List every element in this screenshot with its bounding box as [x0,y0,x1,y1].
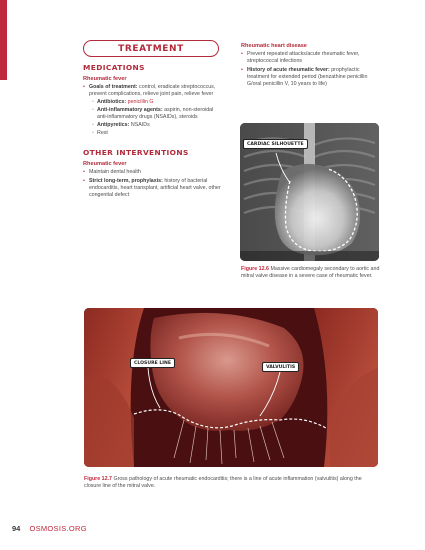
figure-12-7-caption [84,476,379,490]
site-link[interactable]: OSMOSIS.ORG [29,524,87,533]
rhd-list [241,51,381,88]
rheumatic-fever-subheading-2: Rheumatic fever [83,161,127,167]
cardiac-silhouette-tag: CARDIAC SILHOUETTE [243,139,308,149]
page-footer [12,524,87,533]
antiinflammatory-label: Anti-inflammatory agents: [97,107,163,113]
interventions-list [83,169,223,199]
antibiotics-item [92,99,223,106]
rhd-bullet-2 [241,67,381,88]
mitral-valve-pathology-image [84,308,378,467]
chapter-tab [0,0,7,80]
prophylaxis-text: history of bacterial endocarditis, heart transplant, artificial heart valve, other congenital defect [89,177,221,198]
history-label: History of acute rheumatic fever: [247,66,330,73]
goals-label: Goals of treatment: [89,84,138,90]
antiinflammatory-item [92,107,223,121]
antiinflammatory-text: aspirin, non-steroidal anti-inflammatory drugs (NSAIDs), steroids [97,107,214,120]
rest-item: ◦ Rest [92,130,223,137]
figure-12-7-text: Gross pathology of acute rheumatic endocarditis; there is a line of acute inflammation (valvulitis) along the closure line of the mitral valve. [84,476,362,489]
goals-sublist [89,99,223,137]
antibiotics-label: Antibiotics: [97,99,127,105]
antipyretics-label: Antipyretics: [97,122,130,128]
rheumatic-fever-subheading: Rheumatic fever [83,76,127,82]
maintain-dental-item: • Maintain dental health [83,169,223,176]
antipyretics-text: NSAIDs [130,122,150,128]
medications-list [83,84,223,137]
figure-12-7-label: Figure 12.7 [84,476,112,482]
right-column [241,40,381,89]
rhd-heading: Rheumatic heart disease [241,43,307,49]
figure-12-6-label: Figure 12.6 [241,266,269,272]
penicillin-link[interactable]: penicillin G [127,99,154,105]
antipyretics-item [92,122,223,129]
prophylaxis-item [83,178,223,199]
closure-line-tag: CLOSURE LINE [130,358,175,368]
other-interventions-heading: OTHER INTERVENTIONS [83,148,189,157]
goals-text: control, eradicate streptococcus, prevent complications, relieve joint pain, relieve fever [89,84,216,97]
left-column [83,40,223,200]
figure-12-6-text: Massive cardiomegaly secondary to aortic and mitral valve disease in a severe case of rheumatic fever. [241,266,380,279]
goals-item [83,84,223,137]
figure-12-6-caption [241,266,380,280]
treatment-title: TREATMENT [83,40,219,57]
rhd-bullet-1: • Prevent repeated attacks/acute rheumatic fever, streptococcal infections [241,51,381,65]
medications-heading: MEDICATIONS [83,63,145,72]
history-text: prophylactic treatment for extended period (benzathine penicillin G/oral penicillin V, 10 years to life) [247,66,368,87]
prophylaxis-label: Strict long-term, prophylaxis: [89,177,163,184]
chest-xray-image [240,123,379,261]
page-number: 94 [12,524,21,533]
valvulitis-tag: VALVULITIS [262,362,299,372]
